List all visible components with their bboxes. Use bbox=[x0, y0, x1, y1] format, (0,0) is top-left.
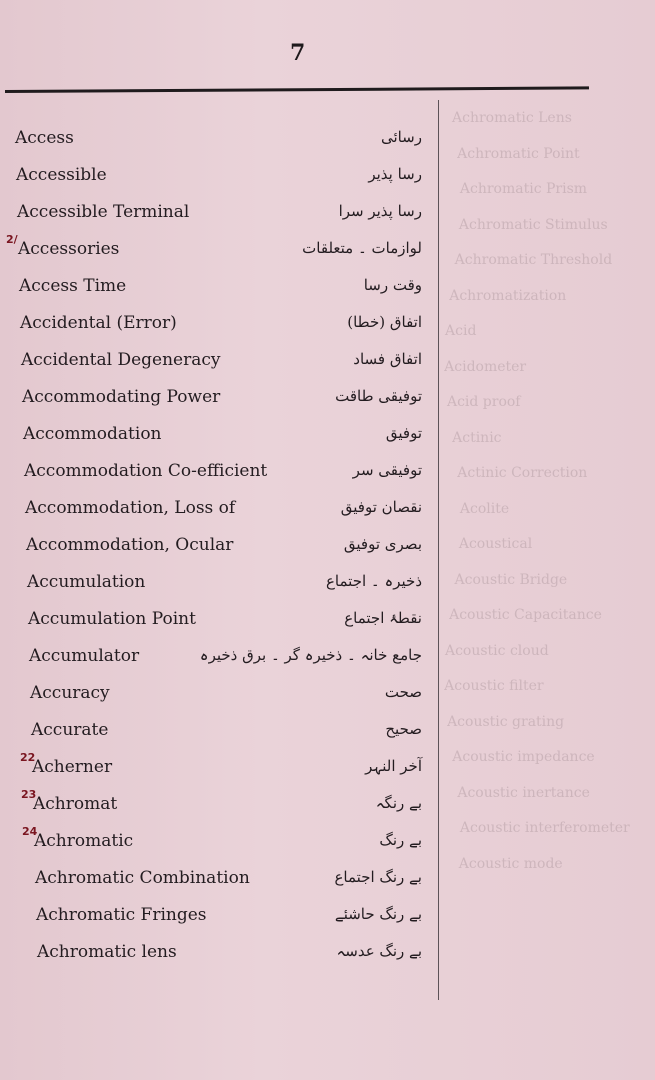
urdu-translation: جامع خانہ ۔ ذخیرہ گر ۔ برق ذخیرہ bbox=[199, 646, 422, 664]
english-term: Accidental (Error) bbox=[20, 313, 177, 333]
glossary-entry bbox=[0, 646, 655, 682]
urdu-translation: بے رنگ حاشئے bbox=[334, 905, 422, 923]
handwritten-number: 2/ bbox=[6, 233, 18, 246]
english-term: Accurate bbox=[31, 720, 109, 740]
glossary-entry bbox=[0, 387, 655, 423]
bleed-through-line: Acoustic inertance bbox=[457, 784, 590, 801]
glossary-entry bbox=[0, 535, 655, 571]
urdu-translation: بے رنگ bbox=[379, 831, 422, 849]
bleed-through-line: Acoustic cloud bbox=[444, 642, 549, 659]
bleed-through-line: Acoustic Capacitance bbox=[449, 607, 602, 623]
english-term: Achromat bbox=[33, 794, 118, 814]
handwritten-number: 22 bbox=[20, 751, 36, 764]
english-term: Achromatic Combination bbox=[35, 868, 250, 888]
glossary-entry bbox=[0, 868, 655, 904]
bleed-through-line: Achromatic Stimulus bbox=[458, 216, 608, 233]
glossary-entry bbox=[0, 202, 655, 238]
glossary-entry bbox=[0, 683, 655, 719]
bleed-through-line: Achromatic Point bbox=[457, 145, 580, 162]
english-term: Accidental Degeneracy bbox=[21, 350, 221, 370]
glossary-entry bbox=[0, 609, 655, 645]
english-term: Accommodation Co-efficient bbox=[24, 461, 268, 481]
handwritten-number: 24 bbox=[22, 825, 38, 838]
english-term: Achromatic lens bbox=[37, 942, 177, 962]
glossary-entry bbox=[0, 424, 655, 460]
glossary-entry bbox=[0, 233, 655, 275]
english-term: Access bbox=[15, 128, 74, 148]
urdu-translation: ذخیرہ ۔ اجتماع bbox=[325, 572, 422, 590]
glossary-entry bbox=[0, 350, 655, 386]
bleed-through-line: Acoustic impedance bbox=[452, 749, 595, 765]
glossary-entry bbox=[0, 751, 655, 793]
english-term: Achromatic bbox=[34, 831, 134, 851]
urdu-translation: بے رنگہ bbox=[375, 794, 422, 812]
english-term: Accommodation, Ocular bbox=[26, 535, 234, 555]
urdu-translation: بے رنگ اجتماع bbox=[334, 868, 422, 886]
english-term: Achromatic Fringes bbox=[36, 905, 207, 925]
english-term: Accessible Terminal bbox=[17, 202, 190, 222]
glossary-entry bbox=[0, 572, 655, 608]
urdu-translation: توفیقی سر bbox=[352, 461, 422, 479]
bleed-through-line: Acolite bbox=[459, 500, 510, 517]
bleed-through-line: Achromatic Prism bbox=[459, 181, 588, 197]
urdu-translation: رسائی bbox=[380, 128, 422, 146]
urdu-translation: نقطۂ اجتماع bbox=[344, 609, 422, 627]
english-term: Accuracy bbox=[30, 683, 110, 703]
glossary-entry bbox=[0, 942, 655, 978]
bleed-through-line: Acidometer bbox=[444, 358, 527, 375]
urdu-translation: صحیح bbox=[385, 720, 422, 738]
bleed-through-line: Acoustical bbox=[458, 536, 533, 552]
header-rule bbox=[5, 86, 589, 93]
bleed-through-line: Actinic Correction bbox=[457, 465, 588, 481]
english-term: Accumulation bbox=[27, 572, 146, 592]
glossary-entry bbox=[0, 165, 655, 201]
glossary-entry bbox=[0, 276, 655, 312]
bleed-through-line: Acoustic interferometer bbox=[459, 820, 630, 836]
urdu-translation: رسا پذیر سرا bbox=[338, 202, 422, 220]
page-number: 7 bbox=[290, 40, 306, 66]
bleed-through-line: Acoustic Bridge bbox=[454, 571, 568, 588]
bleed-through-line: Acoustic mode bbox=[458, 855, 563, 872]
english-term: Accommodation bbox=[23, 424, 162, 444]
english-term: Accessible bbox=[16, 165, 107, 185]
urdu-translation: وقت رسا bbox=[363, 276, 422, 294]
english-term: Access Time bbox=[19, 276, 127, 296]
bleed-through-line: Acid bbox=[445, 323, 477, 339]
bleed-through-line: Achromatic Threshold bbox=[454, 252, 613, 268]
english-term: Accessories bbox=[18, 239, 120, 259]
bleed-through-line: Acoustic filter bbox=[444, 678, 544, 694]
urdu-translation: صحت bbox=[384, 683, 422, 701]
bleed-through-line: Actinic bbox=[452, 429, 502, 446]
urdu-translation: اتفاق فساد bbox=[353, 350, 422, 368]
english-term: Accumulation Point bbox=[28, 609, 196, 629]
urdu-translation: نقصان توفیق bbox=[340, 498, 422, 516]
glossary-entry bbox=[0, 461, 655, 497]
bleed-through-line: Acoustic grating bbox=[447, 713, 565, 730]
urdu-translation: توفیق bbox=[385, 424, 422, 442]
glossary-entry bbox=[0, 498, 655, 534]
glossary-entry bbox=[0, 128, 655, 164]
english-term: Accommodating Power bbox=[22, 387, 221, 407]
urdu-translation: رسا پذیر bbox=[368, 165, 422, 183]
urdu-translation: بصری توفیق bbox=[343, 535, 422, 553]
urdu-translation: توفیقی طاقت bbox=[335, 387, 422, 405]
glossary-entry bbox=[0, 720, 655, 756]
urdu-translation: آخر النہر bbox=[365, 757, 422, 775]
urdu-translation: اتفاق (خطا) bbox=[347, 313, 422, 331]
english-term: Accumulator bbox=[29, 646, 140, 666]
bleed-through-line: Acid proof bbox=[446, 394, 521, 410]
bleed-through-line: Achromatization bbox=[449, 287, 567, 304]
bleed-through-line: Achromatic Lens bbox=[452, 110, 572, 126]
urdu-translation: بے رنگ عدسہ bbox=[336, 942, 422, 960]
handwritten-number: 23 bbox=[21, 788, 37, 801]
english-term: Accommodation, Loss of bbox=[25, 498, 236, 518]
english-term: Acherner bbox=[32, 757, 113, 777]
glossary-entry bbox=[0, 313, 655, 349]
urdu-translation: لوازمات ۔ متعلقات bbox=[302, 239, 422, 257]
glossary-entry bbox=[0, 905, 655, 941]
